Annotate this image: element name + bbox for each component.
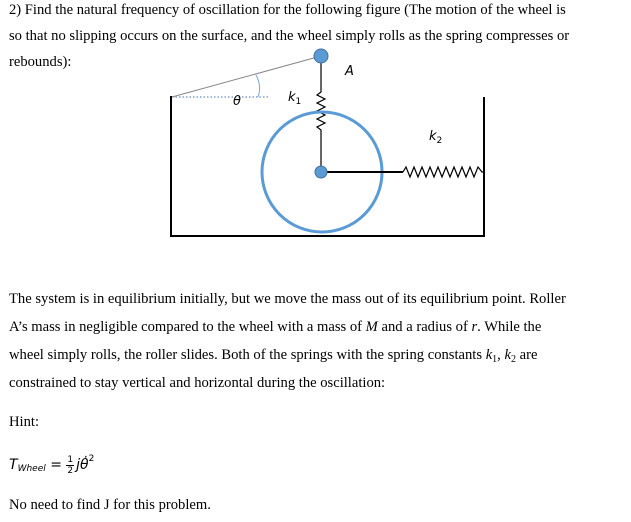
question-line-3: rebounds): <box>9 54 72 70</box>
footer-note: No need to find J for this problem. <box>9 497 211 513</box>
p2-radius-symbol: r <box>471 319 478 335</box>
p2-text-c: . While the <box>477 319 542 335</box>
p3-k1 <box>486 347 497 363</box>
label-a: A <box>345 64 354 79</box>
p3-text-b: are <box>515 347 538 363</box>
hint-equation <box>9 450 94 480</box>
hint-rhs: jθ̇ <box>76 457 89 473</box>
hint-fraction <box>66 455 74 476</box>
label-k1 <box>288 90 301 107</box>
label-k2 <box>429 129 442 146</box>
wheel-center <box>315 166 327 178</box>
p3-k2-letter: k <box>504 347 511 363</box>
p3-sep: , <box>497 347 505 363</box>
incline-line <box>172 56 321 97</box>
p3-text-a: wheel simply rolls, the roller slides. Both of the springs with the spring constants <box>9 347 486 363</box>
label-k1-sub: 1 <box>295 97 302 107</box>
p2-text-a: A’s mass in negligible compared to the wheel with a mass of <box>9 319 366 335</box>
label-k2-letter: k <box>429 129 437 144</box>
question-line-1: 2) Find the natural frequency of oscillation for the following figure (The motion of the wheel is <box>9 2 566 18</box>
hint-frac-num: 1 <box>67 454 74 465</box>
paragraph-line-3 <box>9 347 537 365</box>
hint-exp: 2 <box>88 454 95 464</box>
label-k1-letter: k <box>288 90 296 105</box>
hint-T-sub: Wheel <box>17 464 46 474</box>
p3-k1-sub: 1 <box>492 354 498 365</box>
hint-equals: = <box>45 457 67 473</box>
p3-k1-letter: k <box>485 347 493 363</box>
theta-label: θ <box>233 94 241 109</box>
p3-k2 <box>504 347 515 363</box>
hint-label: Hint: <box>9 414 39 430</box>
hint-frac-den: 2 <box>67 465 74 476</box>
label-k2-sub: 2 <box>436 136 443 146</box>
spring-k2 <box>403 167 484 177</box>
paragraph-line-2 <box>9 319 541 336</box>
p3-k2-sub: 2 <box>510 354 516 365</box>
spring-k1 <box>317 62 325 168</box>
question-line-2: so that no slipping occurs on the surface, and the wheel simply rolls as the spring compresses or <box>9 28 570 44</box>
paragraph-line-4: constrained to stay vertical and horizontal during the oscillation: <box>9 375 386 391</box>
paragraph-line-1: The system is in equilibrium initially, but we move the mass out of its equilibrium point. Roller <box>9 291 566 307</box>
hint-T: T <box>9 457 18 473</box>
theta-arc <box>256 75 260 97</box>
p2-text-b: and a radius of <box>377 319 472 335</box>
p2-mass-symbol: M <box>365 319 378 335</box>
roller-a <box>314 49 328 63</box>
